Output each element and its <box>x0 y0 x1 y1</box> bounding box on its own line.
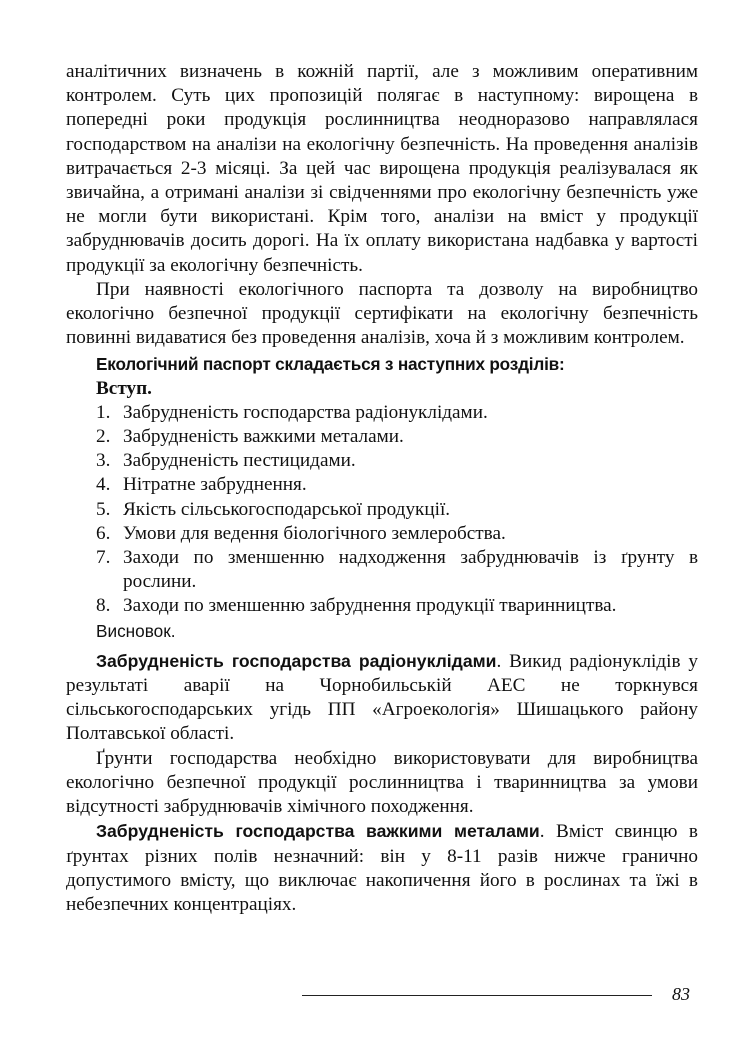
list-item <box>96 546 698 594</box>
list-item <box>96 401 698 425</box>
list-item-number: 3. <box>96 450 111 472</box>
list-item-text: Забрудненість пестицидами. <box>123 450 356 472</box>
page-content <box>66 60 698 917</box>
list-item-number: 1. <box>96 401 111 423</box>
list-item-text: Нітратне забруднення. <box>123 474 307 496</box>
list-item <box>96 594 698 618</box>
list-item-number: 8. <box>96 595 111 617</box>
passport-intro: Вступ. <box>96 377 152 399</box>
heavy-metals-text: . Вміст свинцю в ґрунтах різних полів незначний: він у 8-11 разів нижче гранично допустимого вмісту, що виключає накопичення його в рослинах та їжі в небезпечних концентраціях. <box>66 821 698 915</box>
list-item-text: Умови для ведення біологічного землеробства. <box>123 522 506 544</box>
list-item <box>96 522 698 546</box>
list-item <box>96 498 698 522</box>
list-item <box>96 473 698 497</box>
list-item-number: 5. <box>96 498 111 520</box>
radionuclides-text: . Викид радіонуклідів у результаті аварії на Чорнобильській АЕС не торкнувся сільськогосподарських угідь ПП «Агроекологія» Шишацького району Полтавської області. <box>66 650 698 745</box>
list-item-number: 6. <box>96 522 111 544</box>
list-item <box>96 449 698 473</box>
passport-sections-list <box>66 401 698 619</box>
footer-rule <box>302 995 652 996</box>
paragraph-radionuclides <box>66 649 698 747</box>
list-item-text: Якість сільськогосподарської продукції. <box>123 498 451 520</box>
passport-heading: Екологічний паспорт складається з наступних розділів: <box>96 354 565 375</box>
page-number: 83 <box>672 984 690 1004</box>
list-item-number: 4. <box>96 474 111 496</box>
list-item-text: Заходи по зменшенню забруднення продукції тваринництва. <box>123 595 617 617</box>
list-item-text: Заходи по зменшенню надходження забруднювачів із ґрунту в рослини. <box>123 547 698 593</box>
list-item-text: Забрудненість господарства радіонуклідами. <box>123 401 488 423</box>
list-item <box>96 425 698 449</box>
list-item-number: 7. <box>96 547 111 569</box>
passport-conclusion: Висновок. <box>96 620 176 641</box>
list-item-text: Забрудненість важкими металами. <box>123 426 404 448</box>
paragraph-heavy-metals <box>66 819 698 917</box>
paragraph-analyses: аналітичних визначень в кожній партії, але з можливим оперативним контролем. Суть цих пропозицій полягає в наступному: вирощена в попередні роки продукція рослинництва неодноразово направлялася господарством на аналізи на екологічну безпечність. На проведення аналізів витрачається 2-3 місяці. За цей час вирощена продукція реалізувалася як звичайна, а отримані аналізи зі свідченнями про екологічну безпечність уже не могли бути використані. Крім того, аналізи на вміст у продукції забруднювачів досить дорогі. На їх оплату використана надбавка у вартості продукції за екологічну безпечність. <box>66 61 698 276</box>
heavy-metals-title: Забрудненість господарства важкими металами <box>96 821 540 842</box>
list-item-number: 2. <box>96 426 111 448</box>
paragraph-soils: Ґрунти господарства необхідно використовувати для виробництва екологічно безпечної продукції рослинництва і тваринництва за умови відсутності забруднювачів хімічного походження. <box>66 747 698 818</box>
radionuclides-title: Забрудненість господарства радіонуклідами <box>96 650 497 671</box>
paragraph-certificates: При наявності екологічного паспорта та дозволу на виробництво екологічно безпечної продукції сертифікати на екологічну безпечність повинні видаватися без проведення аналізів, хоча й з можливим контролем. <box>66 278 698 349</box>
